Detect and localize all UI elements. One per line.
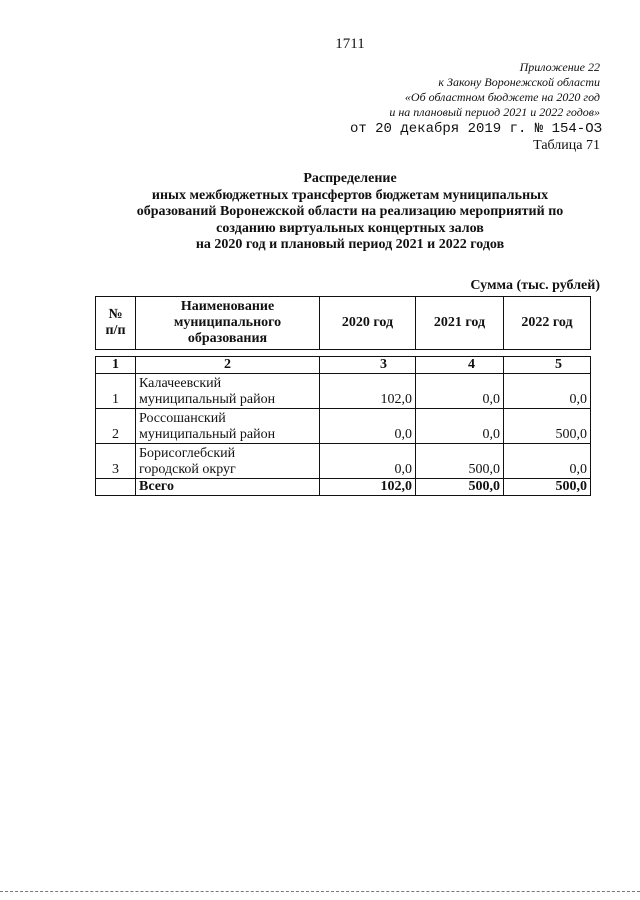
header-2021: 2021 год <box>416 297 504 350</box>
municipality-name-line: городской округ <box>139 462 236 477</box>
municipality-name <box>136 444 320 479</box>
column-number: 4 <box>416 357 504 374</box>
value-2022: 0,0 <box>504 444 591 479</box>
column-number-row <box>96 357 591 374</box>
total-number-cell <box>96 479 136 496</box>
table-row <box>96 444 591 479</box>
title-line: иных межбюджетных трансфертов бюджетам муниципальных <box>151 187 549 203</box>
value-2020: 0,0 <box>320 444 416 479</box>
title-line: на 2020 год и плановый период 2021 и 2022 годов <box>195 237 505 252</box>
total-2020: 102,0 <box>320 479 416 496</box>
header-number-abbr: п/п <box>105 323 126 338</box>
value-2021: 500,0 <box>416 444 504 479</box>
municipality-name-line: Борисоглебский <box>139 446 236 461</box>
title-line: созданию виртуальных концертных залов <box>216 220 484 236</box>
title-line: Распределение <box>303 171 397 186</box>
municipality-name-line: Россошанский <box>139 411 226 426</box>
total-row <box>96 479 591 496</box>
document-title <box>80 171 620 254</box>
header-2020: 2020 год <box>320 297 416 350</box>
value-2020: 102,0 <box>320 374 416 409</box>
value-2022: 0,0 <box>504 374 591 409</box>
table-row <box>96 374 591 409</box>
appendix-block <box>389 60 600 120</box>
column-number: 1 <box>96 357 136 374</box>
header-name-line: Наименование <box>180 299 275 314</box>
municipality-name-line: Калачеевский <box>139 376 222 391</box>
page-number: 1711 <box>335 36 365 52</box>
appendix-line: и на плановый период 2021 и 2022 годов» <box>389 105 600 119</box>
law-date: от 20 декабря 2019 г. № 154-ОЗ <box>349 121 602 137</box>
header-name-line: образования <box>187 331 268 346</box>
table-header <box>95 296 591 350</box>
total-2022: 500,0 <box>504 479 591 496</box>
data-table <box>95 356 591 496</box>
municipality-name-line: муниципальный район <box>139 392 276 407</box>
header-number <box>96 297 136 350</box>
row-number: 2 <box>96 409 136 444</box>
municipality-name-line: муниципальный район <box>139 427 276 442</box>
column-number: 2 <box>136 357 320 374</box>
value-2022: 500,0 <box>504 409 591 444</box>
row-number: 1 <box>96 374 136 409</box>
page-bottom-divider <box>0 891 640 892</box>
column-number: 3 <box>320 357 416 374</box>
value-2021: 0,0 <box>416 409 504 444</box>
title-line: образований Воронежской области на реализацию мероприятий по <box>136 204 564 219</box>
header-name-line: муниципального <box>173 315 282 330</box>
header-number-symbol: № <box>108 307 123 322</box>
value-2021: 0,0 <box>416 374 504 409</box>
appendix-line: к Закону Воронежской области <box>438 75 600 89</box>
column-number: 5 <box>504 357 591 374</box>
header-name <box>136 297 320 350</box>
header-2022: 2022 год <box>504 297 591 350</box>
total-label: Всего <box>136 479 320 496</box>
total-2021: 500,0 <box>416 479 504 496</box>
appendix-line: Приложение 22 <box>519 60 600 74</box>
table-label: Таблица 71 <box>533 138 600 153</box>
municipality-name <box>136 374 320 409</box>
municipality-name <box>136 409 320 444</box>
units-label: Сумма (тыс. рублей) <box>470 278 600 293</box>
appendix-line: «Об областном бюджете на 2020 год <box>404 90 600 104</box>
row-number: 3 <box>96 444 136 479</box>
table-row <box>96 409 591 444</box>
value-2020: 0,0 <box>320 409 416 444</box>
